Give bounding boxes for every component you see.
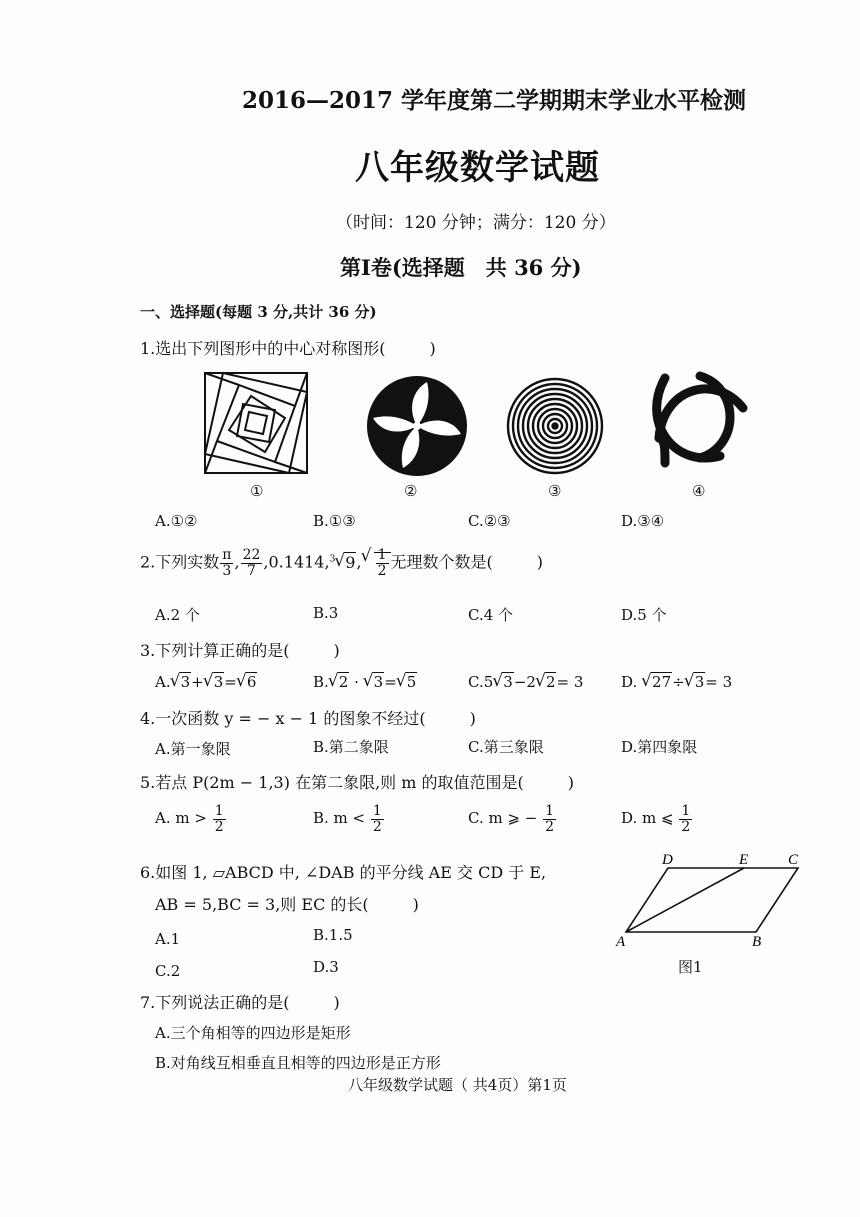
figure-1-spiral-squares xyxy=(205,373,307,473)
question-2-prefix: 2.下列实数 xyxy=(140,552,220,572)
question-1-option-d[interactable]: D.③④ xyxy=(621,512,665,530)
question-3-stem xyxy=(140,638,340,661)
question-7-stem xyxy=(140,990,340,1013)
exam-name: 2016—2017 学年度第二学期期末学业水平检测 xyxy=(242,87,747,114)
question-1-option-b[interactable]: B.①③ xyxy=(313,512,356,530)
question-7-option-a[interactable]: A.三个角相等的四边形是矩形 xyxy=(155,1024,351,1042)
figure-3-label: ③ xyxy=(548,482,562,500)
question-2-suffix: 无理数个数是( xyxy=(390,552,493,572)
question-1-close: ) xyxy=(429,339,436,358)
question-6-option-d[interactable]: D.3 xyxy=(313,958,339,976)
question-4-text: 4.一次函数 y = − x − 1 的图象不经过( xyxy=(140,709,426,728)
vertex-label-e: E xyxy=(739,852,749,868)
part-heading: 第Ⅰ卷(选择题 共 36 分) xyxy=(340,255,582,280)
figure-2-label: ② xyxy=(404,482,418,500)
question-2-middle: ,0.1414, xyxy=(263,552,330,572)
cube-root-9: √ 9 xyxy=(335,553,356,572)
question-2-option-b[interactable]: B.3 xyxy=(313,604,339,622)
question-3-option-d[interactable]: D. √ 27÷√ 3= 3 xyxy=(621,673,732,691)
question-1-text: 1.选出下列图形中的中心对称图形( xyxy=(140,339,386,358)
question-5-close: ) xyxy=(567,773,574,792)
page-footer: 八年级数学试题（ 共4页）第1页 xyxy=(348,1076,567,1094)
question-5-option-a[interactable]: A. m > $\frac{1}{2}$ xyxy=(155,803,224,835)
exam-meta: （时间：120 分钟；满分：120 分） xyxy=(336,213,616,233)
figure-4-label: ④ xyxy=(692,482,706,500)
question-6-text: AB = 5,BC = 3,则 EC 的长( xyxy=(155,895,369,914)
figure-2-petal-disc xyxy=(367,376,467,476)
22-over-7-fraction: $\frac{22}{7}$ xyxy=(242,547,261,579)
question-2-option-c[interactable]: C.4 个 xyxy=(468,606,514,624)
question-2-stem: 2.下列实数 $\frac{\pi}{3}$ , $\frac{22}{7}$ ,0.1414,$^3$√ 9, √ $\frac{1}{2}$ 无理数个数是( ) xyxy=(140,548,543,578)
vertex-label-c: C xyxy=(788,852,799,868)
question-3-option-a[interactable]: A.√ 3+√ 3=√ 6 xyxy=(155,673,257,691)
question-3-close: ) xyxy=(333,641,340,660)
question-5-option-d[interactable]: D. m ⩽ $\frac{1}{2}$ xyxy=(621,803,691,835)
question-7-close: ) xyxy=(333,993,340,1012)
question-4-option-d[interactable]: D.第四象限 xyxy=(621,738,698,756)
question-4-option-a[interactable]: A.第一象限 xyxy=(155,740,231,758)
page-title: 八年级数学试题 xyxy=(355,148,600,188)
figure-3-concentric-circles xyxy=(508,379,602,473)
question-6-line-2 xyxy=(155,892,419,915)
question-1-option-c[interactable]: C.②③ xyxy=(468,512,511,530)
question-3-option-c[interactable]: C.5√ 3−2√ 2= 3 xyxy=(468,673,583,691)
vertex-label-d: D xyxy=(662,852,673,868)
vertex-label-a: A xyxy=(616,934,626,948)
sqrt-half: √ $\frac{1}{2}$ xyxy=(362,548,391,578)
pi-over-3-fraction: $\frac{\pi}{3}$ xyxy=(222,547,232,579)
question-5-stem xyxy=(140,770,574,793)
question-5-text: 5.若点 P(2m − 1,3) 在第二象限,则 m 的取值范围是( xyxy=(140,773,524,792)
question-4-stem xyxy=(140,706,476,729)
question-6-option-a[interactable]: A.1 xyxy=(155,930,181,948)
question-4-close: ) xyxy=(469,709,476,728)
question-6-close: ) xyxy=(412,895,419,914)
question-4-option-b[interactable]: B.第二象限 xyxy=(313,738,389,756)
question-4-option-c[interactable]: C.第三象限 xyxy=(468,738,544,756)
question-3-option-b[interactable]: B.√ 2 · √ 3=√ 5 xyxy=(313,673,417,691)
cube-root-index: 3 xyxy=(329,554,336,565)
question-7-text: 7.下列说法正确的是( xyxy=(140,993,290,1012)
figure-1-parallelogram xyxy=(612,848,812,948)
question-5-option-c[interactable]: C. m ⩾ − $\frac{1}{2}$ xyxy=(468,803,555,835)
question-7-option-b[interactable]: B.对角线互相垂直且相等的四边形是正方形 xyxy=(155,1054,441,1072)
question-2-option-a[interactable]: A.2 个 xyxy=(155,606,200,624)
question-1-stem xyxy=(140,336,436,359)
figure-4-trefoil xyxy=(657,376,743,463)
question-6-option-b[interactable]: B.1.5 xyxy=(313,926,353,944)
figure-1-label: ① xyxy=(250,482,264,500)
vertex-label-b: B xyxy=(752,934,762,948)
figure-1-caption: 图1 xyxy=(678,958,703,976)
question-3-text: 3.下列计算正确的是( xyxy=(140,641,290,660)
question-1-option-a[interactable]: A.①② xyxy=(155,512,198,530)
question-6-option-c[interactable]: C.2 xyxy=(155,962,181,980)
question-5-option-b[interactable]: B. m < $\frac{1}{2}$ xyxy=(313,803,382,835)
question-2-option-d[interactable]: D.5 个 xyxy=(621,606,667,624)
question-1-figures xyxy=(195,368,765,480)
section-heading: 一、选择题(每题 3 分,共计 36 分) xyxy=(140,303,377,321)
question-2-close: ) xyxy=(536,552,543,572)
question-6-line-1: 6.如图 1, ▱ABCD 中, ∠DAB 的平分线 AE 交 CD 于 E, xyxy=(140,863,547,882)
